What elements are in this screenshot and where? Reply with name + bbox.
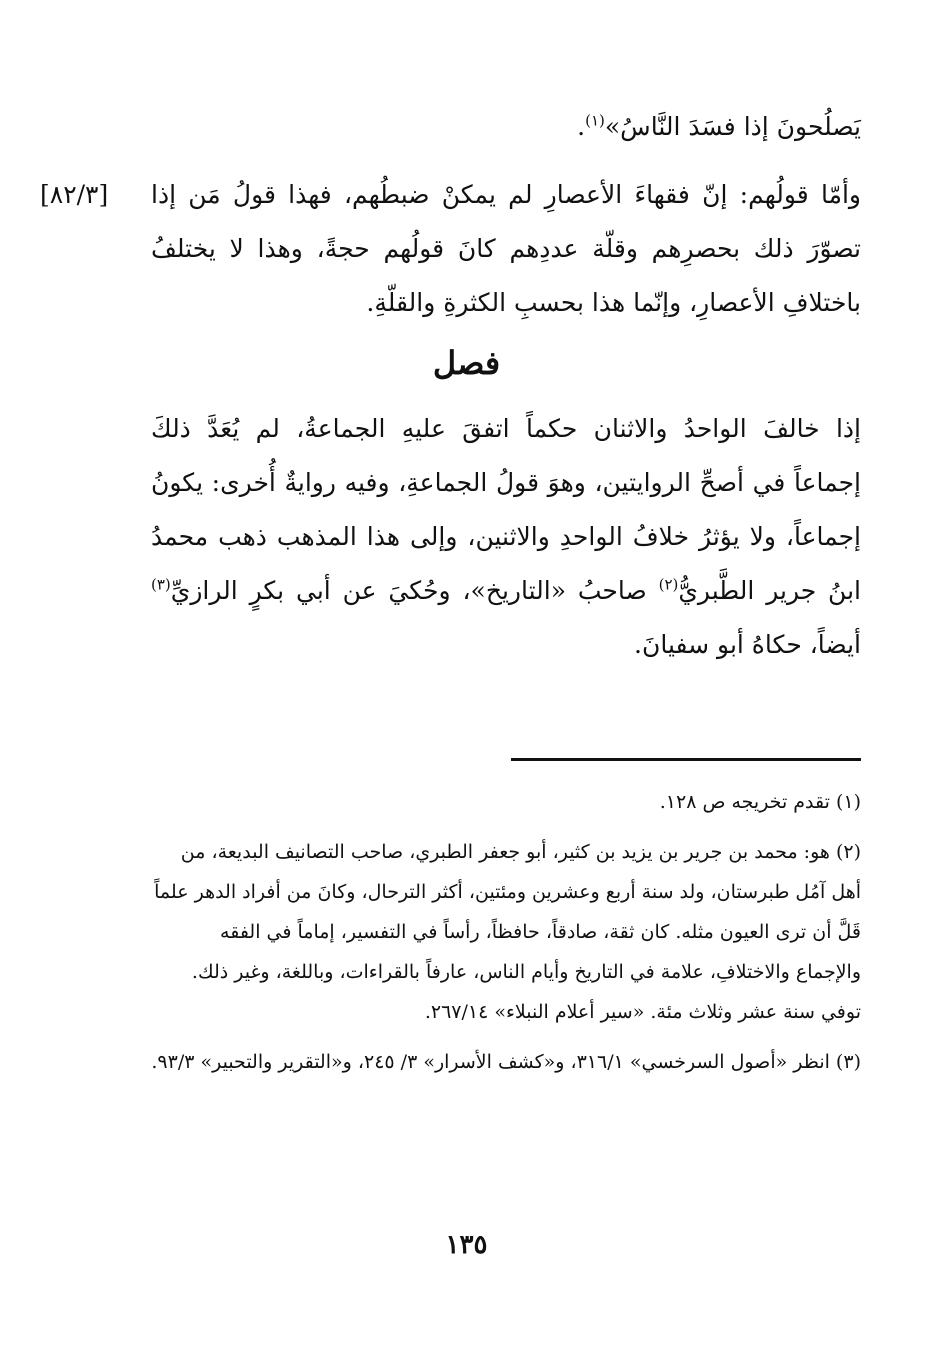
paragraph-3 xyxy=(151,402,861,672)
footnotes xyxy=(151,782,861,1092)
paragraph-3-line-3: إجماعاً، ولا يؤثرُ خلافُ الواحدِ والاثنين، وإلى هذا المذهب ذهب محمدُ xyxy=(151,522,861,551)
paragraph-1 xyxy=(151,100,861,154)
footnote-ref-1: (١) xyxy=(585,111,605,130)
paragraph-3-line-4-part-a: ابنُ جرير الطَّبريُّ xyxy=(678,576,861,605)
page-reference-marker: [٨٢/٣] xyxy=(40,180,109,209)
paragraph-3-line-2: إجماعاً في أصحِّ الروايتين، وهوَ قولُ الجماعةِ، وفيه روايةٌ أُخرى: يكونُ xyxy=(151,468,861,497)
paragraph-2 xyxy=(151,168,861,330)
footnote-3: (٣) انظر «أصول السرخسي» ٣١٦/١، و«كشف الأسرار» ٣/ ٢٤٥، و«التقرير والتحبير» ٩٣/٣. xyxy=(151,1051,861,1073)
paragraph-1-end: . xyxy=(577,112,586,141)
paragraph-2-line-2: تصوّرَ ذلك بحصرِهم وقلّة عددِهم كانَ قولُهم حجةً، وهذا لا يختلفُ xyxy=(151,234,861,263)
paragraph-2-line-1: وأمّا قولُهم: إنّ فقهاءَ الأعصارِ لم يمكنْ ضبطُهم، فهذا قولُ مَن إذا xyxy=(151,180,861,209)
paragraph-3-line-1: إذا خالفَ الواحدُ والاثنان حكماً اتفقَ عليهِ الجماعةُ، لم يُعَدَّ ذلكَ xyxy=(151,414,861,443)
paragraph-3-line-5: أيضاً، حكاهُ أبو سفيانَ. xyxy=(634,630,861,659)
footnote-ref-2: (٢) xyxy=(658,575,679,594)
footnote-2: (٢) هو: محمد بن جرير بن يزيد بن كثير، أبو جعفر الطبري، صاحب التصانيف البديعة، من أهل آمُل طبرستان، ولد سنة أربع وعشرين ومئتين، أكثر الترحال، وكانَ من أفراد الدهر علماً قَلَّ أن ترى العيون مثله. كان ثقة، صادقاً، حافظاً، رأساً في التفسير، إماماً في الفقه والإجماع والاختلافِ، علامة في التاريخ وأيام الناس، عارفاً بالقراءات، وباللغة، وغير ذلك. توفي سنة عشر وثلاث مئة. «سير أعلام النبلاء» ٢٦٧/١٤. xyxy=(154,841,861,1023)
paragraph-2-line-3: باختلافِ الأعصارِ، وإنّما هذا بحسبِ الكثرةِ والقلّةِ. xyxy=(366,288,861,317)
section-title: فصل xyxy=(432,344,501,382)
paragraph-3-line-4 xyxy=(151,564,861,618)
paragraph-1-line xyxy=(151,100,861,154)
footnote-divider xyxy=(511,758,861,761)
paragraph-3-line-4-part-b: صاحبُ «التاريخ»، وحُكيَ عن أبي بكرٍ الرازيِّ xyxy=(170,576,659,605)
footnote-1: (١) تقدم تخريجه ص ١٢٨. xyxy=(659,791,861,813)
footnote-ref-3: (٣) xyxy=(151,575,171,594)
page-number: ١٣٥ xyxy=(445,1230,488,1260)
paragraph-1-text: يَصلُحونَ إذا فسَدَ النَّاسُ» xyxy=(604,112,861,141)
